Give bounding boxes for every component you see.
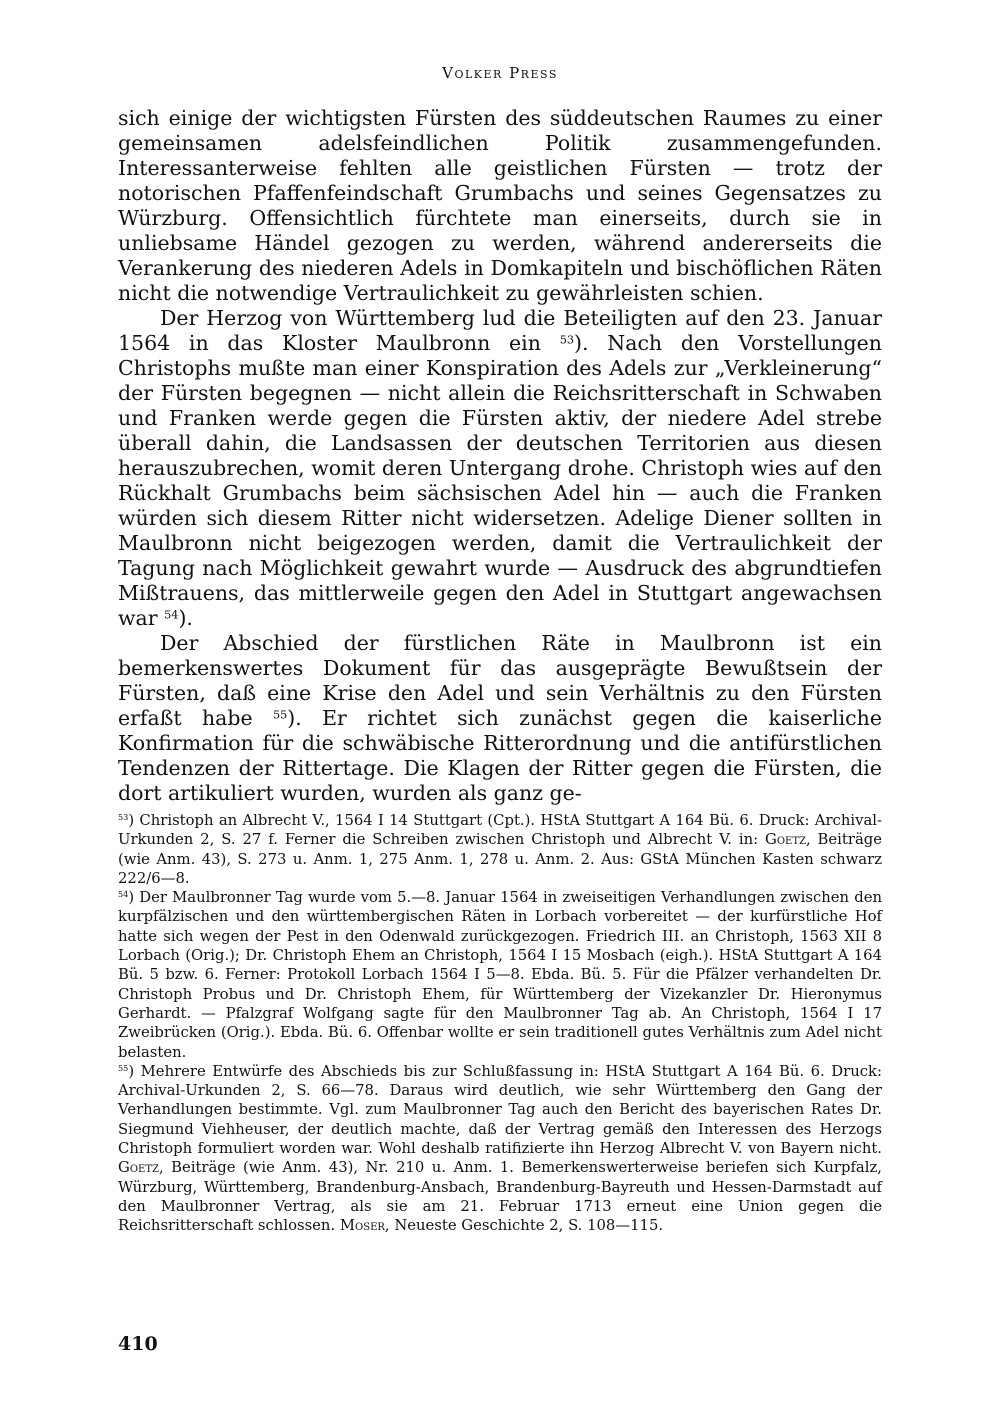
footnote-text: , Beiträge (wie Anm. 43), Nr. 210 u. Anm. 1. Bemerkenswerterweise beriefen sich Kurpfalz, Würzburg, Württemberg, Brandenburg-Ansbach, Brandenburg-Bayreuth und Hessen-Darmstadt auf den Maulbronner Vertrag, als sie am 21. Februar 1713 erneut eine Union gegen die Reichsritterschaft schlossen. [118,1159,882,1235]
footnote-author: Goetz [765,831,806,849]
running-head [0,64,1000,82]
paragraph-text: ). Er richtet sich zunächst gegen die kaiserliche Konfirmation für die schwäbische Ritterordnung und die antifürstlichen Tendenzen der Rittertage. Die Klagen der Ritter gegen die Fürsten, die dort artikuliert wurden, wurden als ganz ge- [118,706,882,805]
paragraph: sich einige der wichtigsten Fürsten des süddeutschen Raumes zu einer gemeinsamen adelsfeindlichen Politik zusammengefunden. Interessanterweise fehlten alle geistlichen Fürsten — trotz der notorischen Pfaffenfeindschaft Grumbachs und seines Gegensatzes zu Würzburg. Offensichtlich fürchtete man einerseits, durch sie in unliebsame Händel gezogen zu werden, während andererseits die Verankerung des niederen Adels in Domkapiteln und bischöflichen Räten nicht die notwendige Vertraulichkeit zu gewährleisten schien. [118,106,882,305]
footnote-author: Goetz [118,1159,159,1177]
footnote-number: 55 [118,1062,129,1073]
footnote-text: ) Christoph an Albrecht V., 1564 I 14 Stuttgart (Cpt.). HStA Stuttgart A 164 Bü. 6. Druck: Archival-Urkunden 2, S. 27 f. Ferner die Schreiben zwischen Christoph und Albrecht V. in: [118,812,882,849]
paragraph-text: ). [178,606,193,630]
paragraph [118,306,882,631]
paragraph-text: ). Nach den Vorstellungen Christophs mußte man einer Konspiration des Adels zur „Verkleinerung“ der Fürsten begegnen — nicht allein die Reichsritterschaft in Schwaben und Franken werde gegen die Fürsten aktiv, der niedere Adel strebe überall dahin, die Landsassen der deutschen Territorien aus diesen herauszubrechen, womit deren Untergang drohe. Christoph wies auf den Rückhalt Grumbachs beim sächsischen Adel hin — auch die Franken würden sich diesem Ritter nicht widersetzen. Adelige Diener sollten in Maulbronn nicht beigezogen werden, damit die Vertraulichkeit der Tagung nach Möglichkeit gewahrt wurde — Ausdruck des abgrundtiefen Mißtrauens, das mittlerweile gegen den Adel in Stuttgart angewachsen war [118,331,882,630]
footnote-number: 53 [118,812,129,823]
paragraph-text: Der Abschied der fürstlichen Räte in Maulbronn ist ein bemerkenswertes Dokument für das ausgeprägte Bewußtsein der Fürsten, daß eine Krise den Adel und sein Verhältnis zu den Fürsten erfaßt habe [118,631,882,730]
footnote-text: ) Der Maulbronner Tag wurde vom 5.—8. Januar 1564 in zweiseitigen Verhandlungen zwischen den kurpfälzischen und den württembergischen Räten in Lorbach vorbereitet — der kurfürstliche Hof hatte sich wegen der Pest in den Odenwald zurückgezogen. Friedrich III. an Christoph, 1563 XII 8 Lorbach (Orig.); Dr. Christoph Ehem an Christoph, 1564 I 15 Mosbach (eigh.). HStA Stuttgart A 164 Bü. 5 bzw. 6. Ferner: Protokoll Lorbach 1564 I 5—8. Ebda. Bü. 5. Für die Pfälzer verhandelten Dr. Christoph Probus und Dr. Christoph Ehem, für Württemberg der Vizekanzler Dr. Hieronymus Gerhardt. — Pfalzgraf Wolfgang sagte für den Maulbronner Tag ab. An Christoph, 1564 I 17 Zweibrücken (Orig.). Ebda. Bü. 6. Offenbar wollte er sein traditionell gutes Verhältnis zum Adel nicht belasten. [118,889,882,1061]
paragraph-text: Der Herzog von Württemberg lud die Beteiligten auf den 23. Januar 1564 in das Kloster Maulbronn ein [118,306,882,355]
footnote-reference-53[interactable]: 53 [559,333,575,347]
paragraph [118,631,882,806]
footnote-53 [118,811,882,888]
footnote-reference-55[interactable]: 55 [272,708,288,722]
running-head-text: Volker Press [442,64,558,82]
main-text [118,106,882,806]
footnotes [118,811,882,1236]
footnote-54 [118,888,882,1062]
footnote-number: 54 [118,889,129,900]
footnote-55 [118,1062,882,1236]
footnote-author: Moser [339,1217,385,1235]
footnote-text: , Neueste Geschichte 2, S. 108—115. [384,1217,664,1235]
footnote-reference-54[interactable]: 54 [164,608,179,622]
footnote-text: ) Mehrere Entwürfe des Abschieds bis zur Schlußfassung in: HStA Stuttgart A 164 Bü. 6. Druck: Archival-Urkunden 2, S. 66—78. Daraus wird deutlich, wie sehr Württemberg den Gang der Verhandlungen bestimmte. Vgl. zum Maulbronner Tag auch den Bericht des bayerischen Rates Dr. Siegmund Viehheuser, der deutlich machte, daß der Vertrag gemäß den Interessen des Herzogs Christoph formuliert worden war. Wohl deshalb ratifizierte ihn Herzog Albrecht V. von Bayern nicht. [118,1062,882,1158]
page-number: 410 [118,1333,158,1355]
footnote-text: , Beiträge (wie Anm. 43), S. 273 u. Anm. 1, 275 Anm. 1, 278 u. Anm. 2. Aus: GStA München Kasten schwarz 222/6—8. [118,831,882,887]
